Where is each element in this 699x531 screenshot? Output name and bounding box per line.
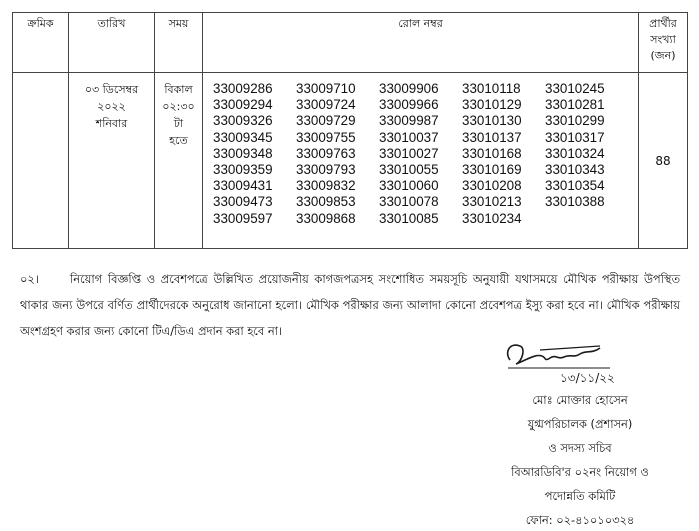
roll-number: 33009348 [213,145,273,161]
roll-number: 33010213 [462,194,522,210]
roll-number: 33009853 [296,194,356,210]
roll-number-grid [213,81,634,227]
committee-line-1: বিআরডিবি'র ০২নং নিয়োগ ও [511,465,649,479]
roll-number: 33010055 [379,162,439,178]
roll-number: 33009294 [213,97,273,113]
handwritten-signature-icon [500,338,610,374]
phone-number: ফোন: ০২-৪১০১০৩২৪ [525,513,635,527]
signatory-role: ও সদস্য সচিব [548,441,612,455]
schedule-table [12,12,688,249]
roll-number: 33010168 [462,145,522,161]
time-line: টা [173,117,184,130]
roll-number: 33010281 [545,97,605,113]
cell-time [155,73,203,249]
roll-number: 33009597 [213,210,273,226]
roll-number: 33010208 [462,178,522,194]
roll-number: 33010245 [545,81,605,96]
roll-number: 33009832 [296,178,356,194]
cell-roll-numbers [203,73,639,249]
roll-number: 33010130 [462,113,522,129]
roll-number: 33009755 [296,129,356,145]
roll-number: 33010343 [545,162,605,178]
roll-number: 33010324 [545,145,605,161]
committee-line-2: পদোন্নতি কমিটি [544,489,616,503]
roll-number: 33010234 [462,210,522,226]
roll-number: 33009473 [213,194,273,210]
roll-number: 33009359 [213,162,273,178]
roll-number: 33010354 [545,178,605,194]
roll-number: 33009710 [296,81,356,96]
roll-number: 33010060 [379,178,439,194]
table-header-row [13,13,688,73]
roll-number: 33009286 [213,81,273,96]
cell-count: 88 [639,73,688,249]
roll-number: 33010027 [379,145,439,161]
roll-number: 33009906 [379,81,439,96]
time-line: বিকাল [164,83,193,96]
time-line: ০২:৩০ [162,100,195,113]
roll-number: 33010078 [379,194,439,210]
date-line: ২০২২ [97,100,126,113]
date-line: ০৩ ডিসেম্বর [84,83,139,96]
roll-number: 33009966 [379,97,439,113]
roll-number: 33009345 [213,129,273,145]
note-number: ০২। [20,272,39,286]
roll-number: 33010299 [545,113,605,129]
cell-serial [13,73,69,249]
roll-number: 33009868 [296,210,356,226]
roll-number: 33009729 [296,113,356,129]
roll-number: 33010317 [545,129,605,145]
roll-number: 33009793 [296,162,356,178]
cell-date [69,73,155,249]
roll-number: 33009431 [213,178,273,194]
roll-number: 33009326 [213,113,273,129]
roll-number: 33010118 [462,81,521,96]
table-row [13,73,688,249]
roll-number: 33010169 [462,162,522,178]
roll-number: 33010037 [379,129,439,145]
roll-number: 33009763 [296,145,356,161]
instruction-note [20,266,680,344]
note-text: নিয়োগ বিজ্ঞপ্তি ও প্রবেশপত্রে উল্লিখিত প্রয়োজনীয় কাগজপত্রসহ সংশোধিত সময়সূচি অনুযায়ী যথাসময়ে মৌখিক পরীক্ষায় উপস্থিত থাকার জন্য উপরে বর্ণিত প্রার্থীদেরকে অনুরোধ জানানো হলো। মৌখিক পরীক্ষার জন্য আলাদা কোনো প্রবেশপত্র ইস্যু করা হবে না। মৌখিক পরীক্ষায় অংশগ্রহণ করার জন্য কোনো টিএ/ডিএ প্রদান করা হবে না। [20,272,680,338]
roll-number: 33009724 [296,97,356,113]
header-serial: ক্রমিক [13,13,69,73]
header-time: সময় [155,13,203,73]
roll-number: 33010137 [462,129,522,145]
signatory-name: মোঃ মোক্তার হোসেন [532,393,628,407]
roll-number: 33009987 [379,113,439,129]
date-line: শনিবার [95,117,128,130]
header-roll: রোল নম্বর [203,13,639,73]
roll-number: 33010388 [545,194,605,210]
signatory-designation: যুগ্মপরিচালক (প্রশাসন) [527,417,633,431]
signature-date: ১৩/১১/২২ [560,371,615,385]
roll-number: 33010085 [379,210,439,226]
time-line: হতে [169,134,188,147]
header-count: প্রার্থীর সংখ্যা (জন) [639,13,688,73]
roll-number: 33010129 [462,97,522,113]
header-date: তারিখ [69,13,155,73]
